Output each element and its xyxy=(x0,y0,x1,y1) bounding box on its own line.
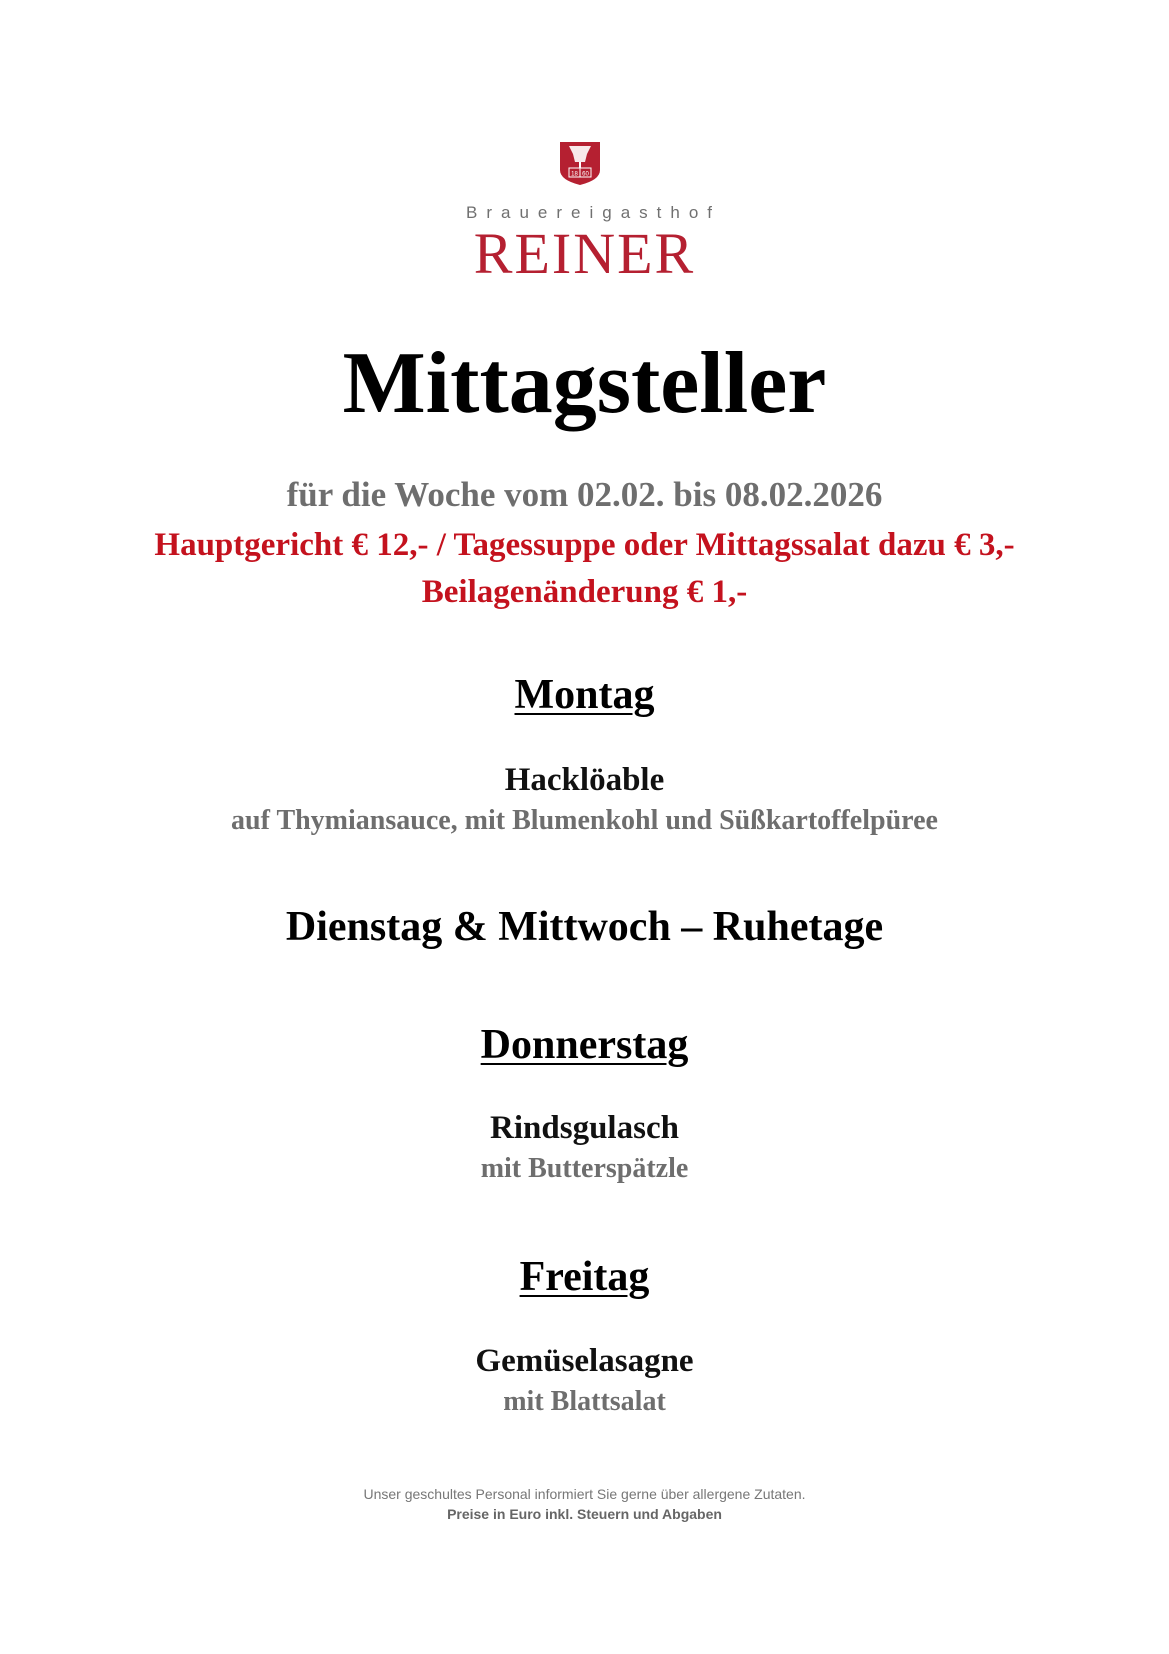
closed-days-notice: Dienstag & Mittwoch – Ruhetage xyxy=(285,904,884,950)
price-note: Preise in Euro inkl. Steuern und Abgaben xyxy=(447,1506,722,1522)
day-heading-montag: Montag xyxy=(514,672,655,718)
week-range: für die Woche vom 02.02. bis 08.02.2026 xyxy=(286,475,883,514)
allergen-note: Unser geschultes Personal informiert Sie gerne über allergene Zutaten. xyxy=(363,1486,806,1502)
dish-montag: Hacklöable xyxy=(504,762,665,798)
dish-donnerstag: Rindsgulasch xyxy=(490,1110,679,1146)
side-donnerstag: mit Butterspätzle xyxy=(480,1153,689,1184)
price-info: Hauptgericht € 12,- / Tagessuppe oder Mittagssalat dazu € 3,- xyxy=(154,527,1015,563)
side-montag: auf Thymiansauce, mit Blumenkohl und Süßkartoffelpüree xyxy=(231,805,938,836)
brewery-shield-icon xyxy=(557,140,603,186)
day-heading-freitag: Freitag xyxy=(519,1254,650,1300)
side-change-price: Beilagenänderung € 1,- xyxy=(421,574,748,610)
day-heading-donnerstag: Donnerstag xyxy=(480,1022,689,1068)
side-freitag: mit Blattsalat xyxy=(503,1386,666,1417)
brand-name: REINER xyxy=(473,221,696,286)
dish-freitag: Gemüselasagne xyxy=(475,1343,694,1379)
shield-year-right: 60 xyxy=(582,171,589,178)
page-title: Mittagsteller xyxy=(342,335,827,432)
shield-year-left: 18 xyxy=(571,171,578,178)
brand-subtitle: Brauereigasthof xyxy=(465,203,722,222)
